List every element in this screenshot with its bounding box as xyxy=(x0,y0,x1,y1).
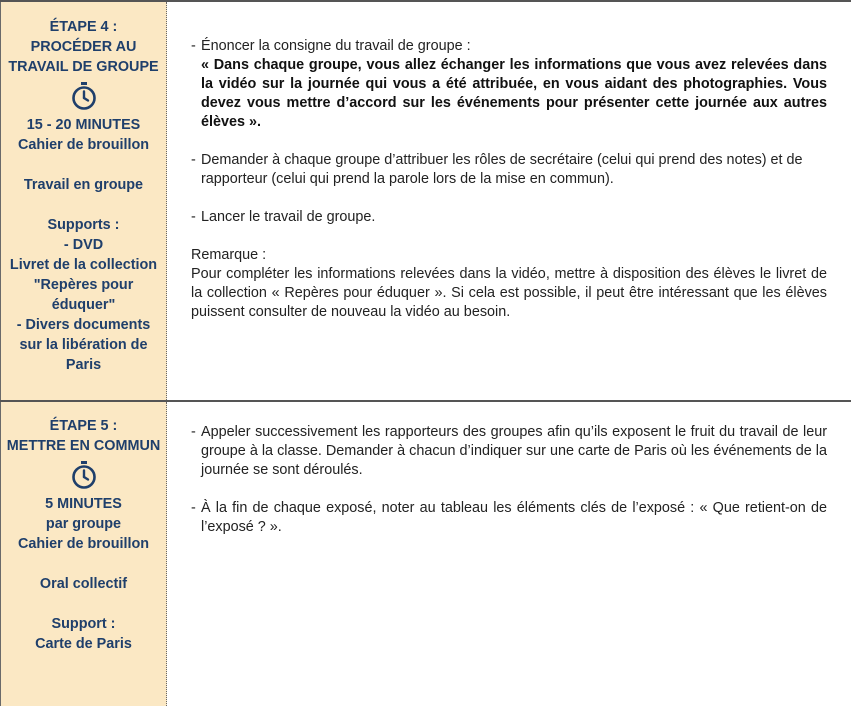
step-4-title-line-1: ÉTAPE 4 : xyxy=(49,19,118,35)
step-4-support-docs-3: Paris xyxy=(65,357,102,373)
step-5-mode: Oral collectif xyxy=(39,576,128,592)
step-4-launch: - Lancer le travail de groupe. xyxy=(191,208,827,227)
step-4-supports-label: Supports : xyxy=(47,217,120,233)
step-4-material: Cahier de brouillon xyxy=(17,137,150,153)
step-4-instruction: - Énoncer la consigne du travail de groupe : « Dans chaque groupe, vous allez échanger les informations que vous avez relevées dans la vidéo sur la journée qui vous a été attribuée, en vous aidant des photographies. Vous devez vous mettre d’accord sur les événements pour présenter cette journée aux autres élèves ». xyxy=(191,38,827,130)
step-4-launch-text: Lancer le travail de groupe. xyxy=(201,209,376,225)
step-4-support-livret-3: éduquer" xyxy=(51,297,116,313)
step-4-remark-text: Pour compléter les informations relevées dans la vidéo, mettre à disposition des élèves le livret de la collection « Repères pour éduquer ». Si cela est possible, il peut être intéressant que les élèves puissent consulter de nouveau la vidéo au besoin. xyxy=(191,266,827,320)
step-4-instruction-quote: « Dans chaque groupe, vous allez échanger les informations que vous avez relevées dans la vidéo sur la journée qui vous a été attribuée, en vous aidant des photographies. Vous devez vous mettre d’accord sur les événements pour présenter cette journée aux autres élèves ». xyxy=(201,57,827,130)
step-4-support-livret-2: "Repères pour xyxy=(33,277,134,293)
step-4-title-line-3: TRAVAIL DE GROUPE xyxy=(8,59,159,75)
step-4-remark-label: Remarque : xyxy=(191,247,267,263)
step-4-support-livret-1: Livret de la collection xyxy=(9,257,158,273)
step-5-note-board: - À la fin de chaque exposé, noter au tableau les éléments clés de l’exposé : « Que retient-on de l’exposé ? ». xyxy=(191,500,827,535)
step-5-sidebar xyxy=(0,402,167,706)
step-5-row xyxy=(0,402,851,706)
step-4-support-docs-1: - Divers documents xyxy=(16,317,151,333)
step-4-title-line-2: PROCÉDER AU xyxy=(30,39,137,55)
step-5-title-line-2: METTRE EN COMMUN xyxy=(6,438,161,454)
step-5-note-board-text: À la fin de chaque exposé, noter au tableau les éléments clés de l’exposé : « Que retient-on de l’exposé ? ». xyxy=(201,500,827,535)
step-4-support-dvd: - DVD xyxy=(63,237,104,253)
step-5-duration: 5 MINUTES xyxy=(45,496,122,512)
step-4-duration: 15 - 20 MINUTES xyxy=(26,117,141,133)
step-5-call-reporters: - Appeler successivement les rapporteurs des groupes afin qu’ils exposent le fruit du travail de leur groupe à la classe. Demander à chacun d’indiquer sur une carte de Paris où les événements de la journée se sont déroulés. xyxy=(191,424,827,478)
step-4-roles: - Demander à chaque groupe d’attribuer les rôles de secrétaire (celui qui prend des notes) et de rapporteur (celui qui prend la parole lors de la mise en commun). xyxy=(191,151,827,189)
step-5-content xyxy=(167,402,851,706)
step-4-sidebar xyxy=(0,2,167,400)
step-4-support-docs-2: sur la libération de xyxy=(19,337,148,353)
step-5-support-label: Support : xyxy=(51,616,116,632)
step-4-content xyxy=(167,2,851,400)
step-5-call-reporters-text: Appeler successivement les rapporteurs des groupes afin qu’ils exposent le fruit du travail de leur groupe à la classe. Demander à chacun d’indiquer sur une carte de Paris où les événements de la journée se sont déroulés. xyxy=(201,424,827,478)
step-5-material: Cahier de brouillon xyxy=(17,536,150,552)
stopwatch-icon xyxy=(69,81,99,111)
stopwatch-icon xyxy=(69,460,99,490)
step-5-title-line-1: ÉTAPE 5 : xyxy=(49,418,118,434)
step-4-roles-text: Demander à chaque groupe d’attribuer les rôles de secrétaire (celui qui prend des notes) et de rapporteur (celui qui prend la parole lors de la mise en commun). xyxy=(201,152,803,187)
step-4-mode: Travail en groupe xyxy=(23,177,144,193)
step-5-duration-per-group: par groupe xyxy=(45,516,122,532)
step-4-instruction-intro: Énoncer la consigne du travail de groupe : xyxy=(201,38,471,54)
step-5-support-map: Carte de Paris xyxy=(35,636,132,652)
